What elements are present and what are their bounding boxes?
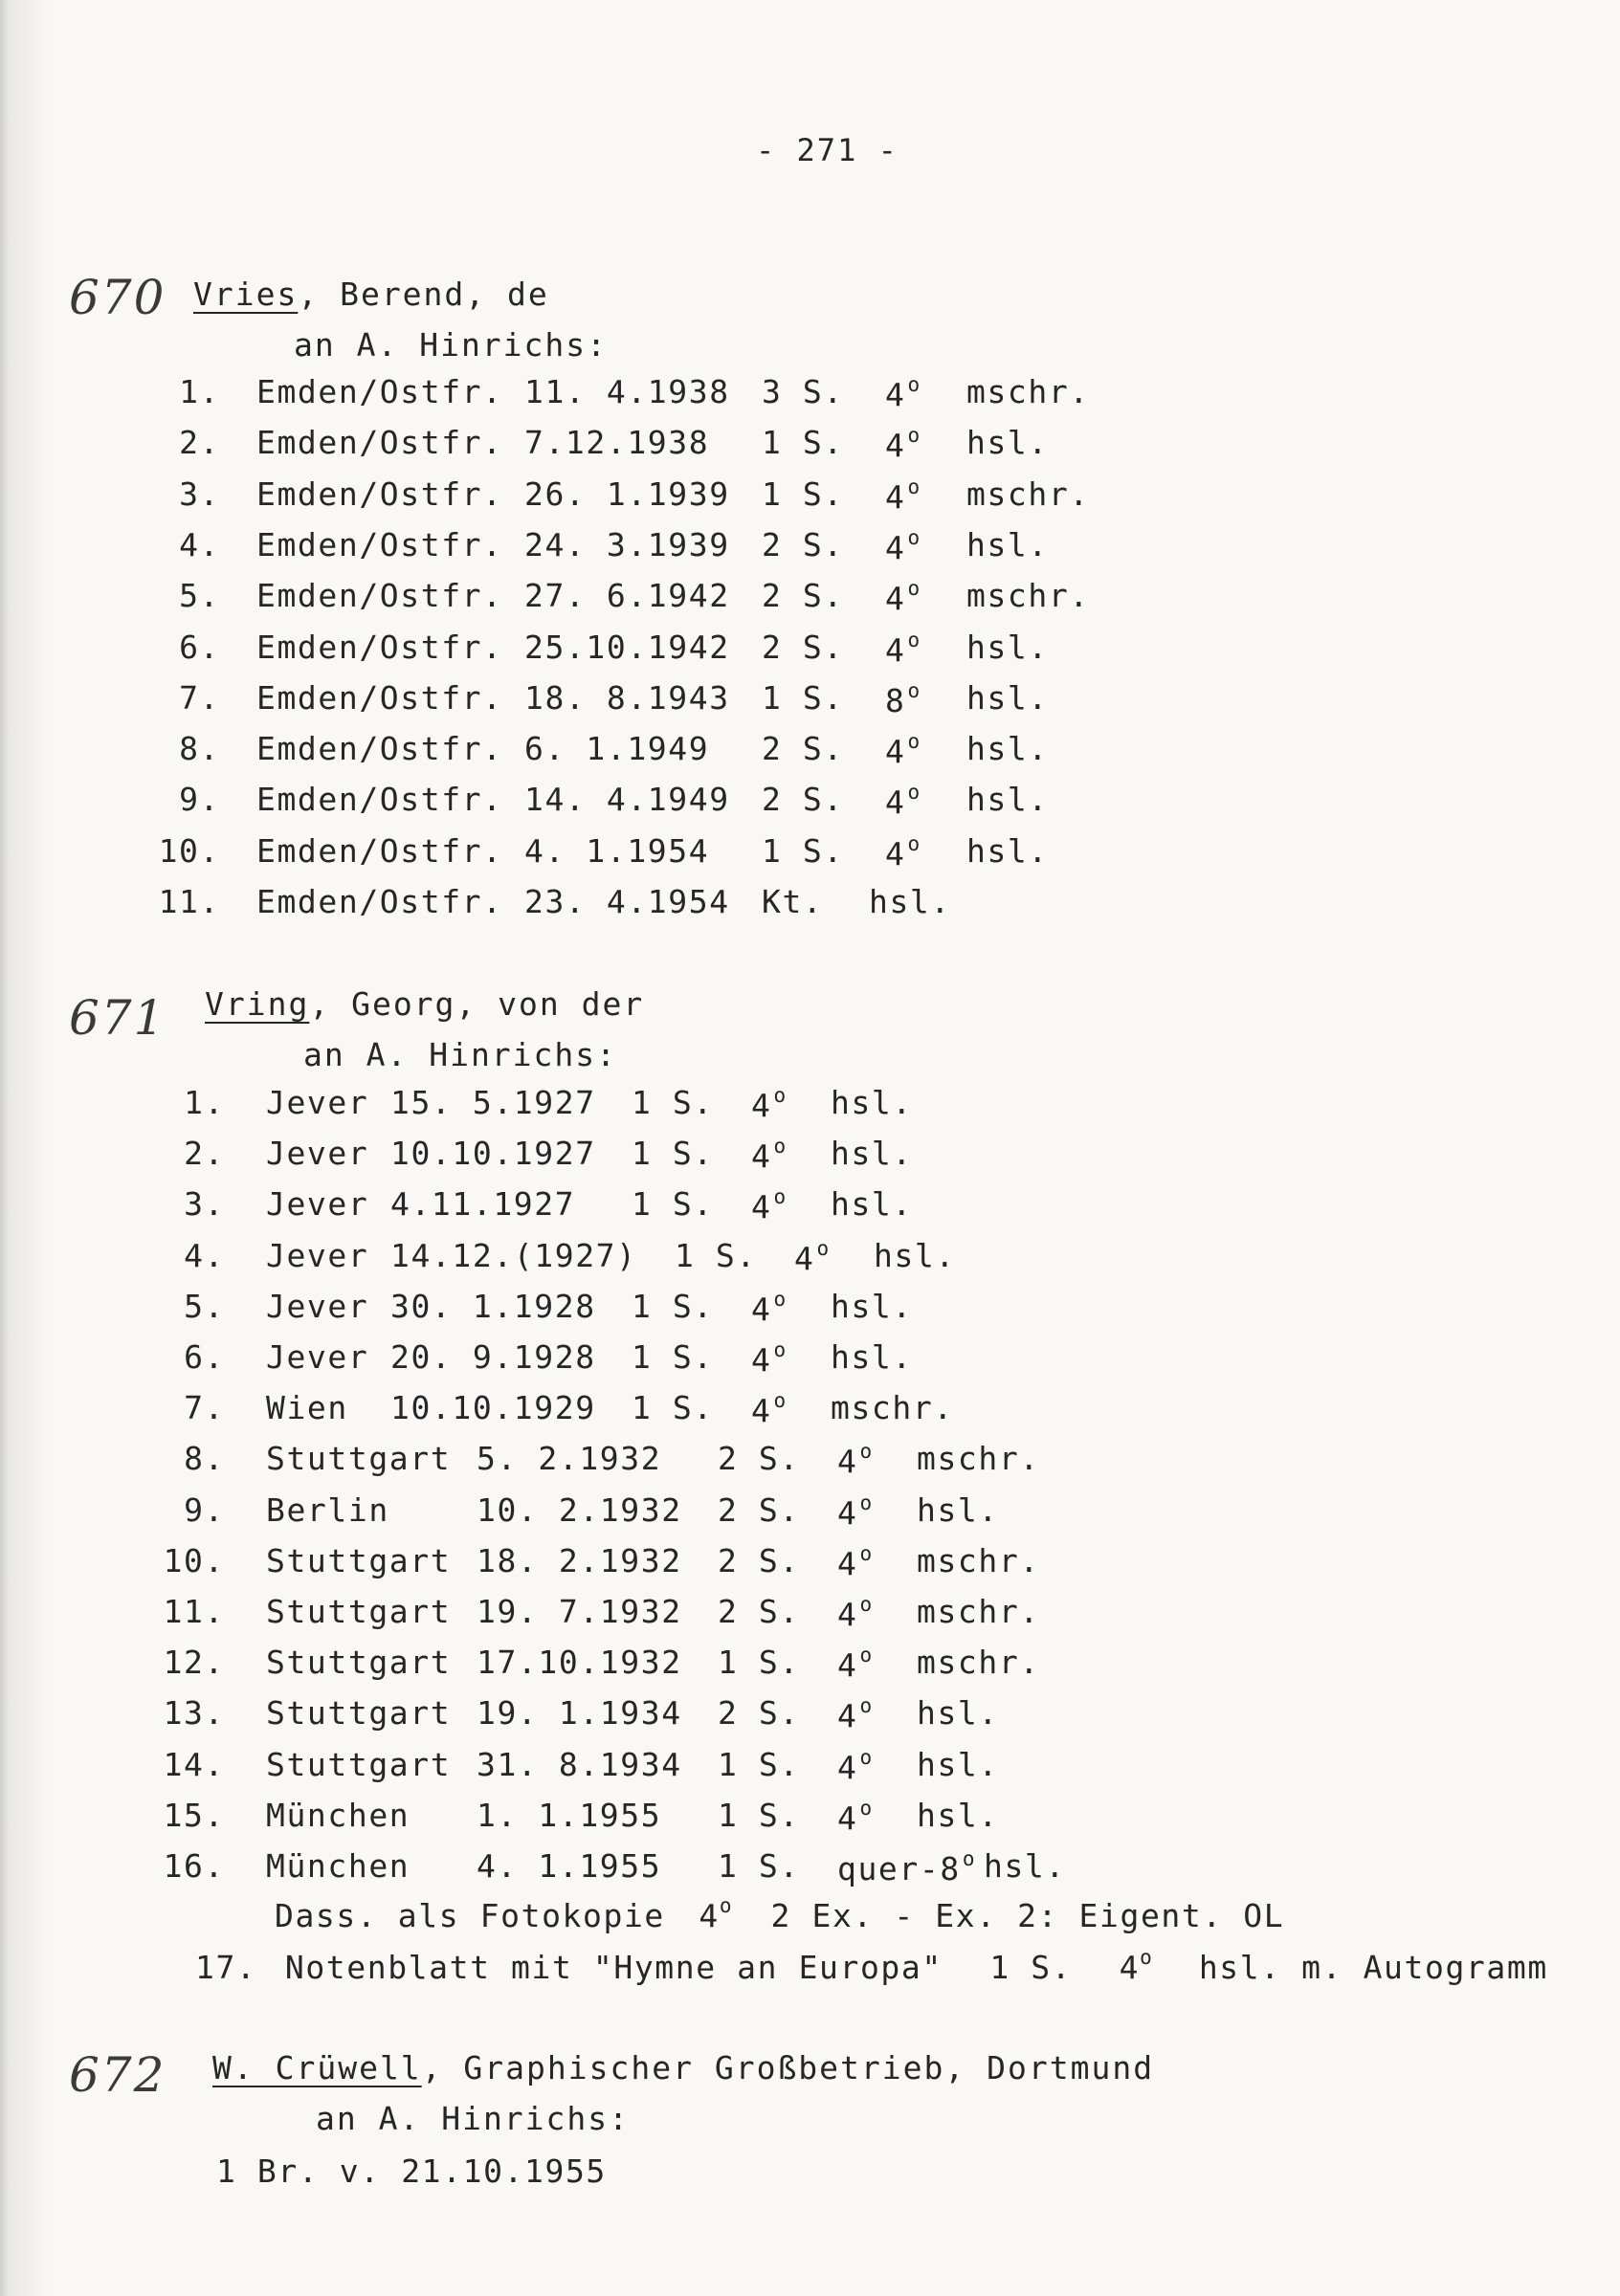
letter-place: Stuttgart — [266, 1745, 452, 1783]
letter-format: 4$^o$ — [837, 1490, 874, 1532]
page-binding-edge — [0, 0, 55, 2296]
letter-format: 4$^o$ — [837, 1745, 874, 1786]
entry-670-name — [193, 276, 549, 313]
letter-place: München — [266, 1847, 411, 1885]
letter-pages: 1 S. — [718, 1745, 800, 1783]
letter-pages: 1 S. — [632, 1287, 714, 1325]
letter-number: 8. — [184, 1440, 225, 1478]
letter-format: 4$^o$ — [837, 1694, 874, 1735]
letter-type: hsl. — [966, 730, 1049, 768]
letter-place: Emden/Ostfr. — [256, 883, 503, 920]
letter-type: mschr. — [966, 577, 1090, 615]
copy-note-text: Dass. als Fotokopie — [275, 1897, 665, 1934]
entry-671-surname: Vring — [205, 985, 310, 1023]
letter-pages: 1 S. — [632, 1185, 714, 1224]
letter-place: Jever — [266, 1135, 369, 1173]
letter-date: 26. 1.1939 — [524, 475, 730, 513]
letter-place: Jever — [266, 1185, 369, 1224]
letter-pages: 1 S. — [762, 678, 844, 717]
letter-number: 16. — [163, 1847, 225, 1885]
letter-place: Emden/Ostfr. — [256, 424, 503, 462]
entry-670-name-rest: , Berend, de — [298, 276, 549, 313]
letter-type: hsl. — [831, 1185, 913, 1224]
letter-date: 14. 4.1949 — [524, 781, 730, 819]
letter-pages: 2 S. — [718, 1694, 800, 1733]
letter-format: 4$^o$ — [751, 1084, 788, 1124]
letter-date: 7.12.1938 — [524, 424, 710, 462]
letter-type: hsl. — [831, 1135, 913, 1173]
letter-format: 4$^o$ — [885, 730, 921, 771]
letter-date: 1. 1.1955 — [477, 1796, 662, 1834]
letter-type: hsl. — [917, 1796, 999, 1834]
letter-date: 5. 2.1932 — [477, 1440, 662, 1478]
letter-type: mschr. — [917, 1593, 1040, 1630]
letter-date: 24. 3.1939 — [524, 525, 730, 563]
letter-number: 13. — [163, 1694, 225, 1733]
letter-place: Emden/Ostfr. — [256, 525, 503, 563]
letter-type: hsl. — [966, 628, 1049, 666]
handwritten-entry-number-671: 671 — [69, 990, 166, 1046]
copy-note-rest: 2 Ex. - Ex. 2: Eigent. OL — [770, 1897, 1285, 1934]
letter-pages: 1 S. — [632, 1084, 714, 1121]
letter-number: 10. — [158, 831, 220, 870]
letter-pages: 2 S. — [718, 1490, 800, 1529]
letter-type: hsl. — [917, 1694, 999, 1733]
letter-number: 8. — [179, 730, 220, 768]
letter-date: 30. 1.1928 — [390, 1287, 596, 1325]
letter-number: 6. — [184, 1338, 225, 1376]
handwritten-entry-number-670: 670 — [69, 270, 166, 325]
letter-type: mschr. — [831, 1389, 954, 1427]
letter-date: 19. 7.1932 — [477, 1593, 682, 1630]
letter-format: 4$^o$ — [885, 475, 921, 516]
letter-date: 23. 4.1954 — [524, 883, 730, 920]
letter-pages: 1 S. — [762, 475, 844, 513]
letter-number: 4. — [184, 1236, 225, 1274]
letter-type: hsl. — [966, 781, 1049, 819]
letter-number: 11. — [158, 883, 220, 920]
letter-place: Jever — [266, 1287, 369, 1325]
letter-place: Jever — [266, 1338, 369, 1376]
letter-date: 19. 1.1934 — [477, 1694, 682, 1733]
letter-type: hsl. — [831, 1084, 913, 1121]
letter-place: Emden/Ostfr. — [256, 678, 503, 717]
letter-number: 3. — [179, 475, 220, 513]
letter-place: Emden/Ostfr. — [256, 475, 503, 513]
letter-type: mschr. — [966, 373, 1090, 410]
letter-number: 14. — [163, 1745, 225, 1783]
letter-place: Emden/Ostfr. — [256, 730, 503, 768]
letter-pages: 1 S. — [632, 1135, 714, 1173]
letter-type: hsl. — [984, 1847, 1066, 1885]
letter-place: Emden/Ostfr. — [256, 781, 503, 819]
letter-place: München — [266, 1796, 411, 1834]
entry-672-name — [212, 2049, 1154, 2086]
letter-place: Stuttgart — [266, 1541, 452, 1579]
letter-number: 11. — [163, 1593, 225, 1630]
letter-number: 4. — [179, 525, 220, 563]
letter-format: 4$^o$ — [885, 424, 921, 465]
letter-pages: 1 S. — [632, 1338, 714, 1376]
letter-pages: 2 S. — [762, 577, 844, 615]
letter-place: Wien — [266, 1389, 348, 1427]
letter-number: 5. — [184, 1287, 225, 1325]
letter-type: hsl. — [917, 1745, 999, 1783]
entry-671-name — [205, 985, 644, 1023]
entry-671-item-17 — [195, 1946, 1548, 1986]
letter-pages: Kt. — [762, 883, 824, 920]
letter-place: Emden/Ostfr. — [256, 831, 503, 870]
letter-format: 4$^o$ — [885, 781, 921, 822]
letter-place: Emden/Ostfr. — [256, 577, 503, 615]
letter-number: 1. — [184, 1084, 225, 1121]
item-17-number: 17. — [195, 1949, 257, 1986]
handwritten-entry-number-672: 672 — [69, 2047, 166, 2103]
letter-format: 4$^o$ — [751, 1389, 788, 1430]
letter-place: Emden/Ostfr. — [256, 628, 503, 666]
letter-place: Jever — [266, 1236, 369, 1274]
letter-date: 4.11.1927 — [390, 1185, 576, 1224]
letter-date: 11. 4.1938 — [524, 373, 730, 410]
letter-number: 7. — [179, 678, 220, 717]
letter-date: 31. 8.1934 — [477, 1745, 682, 1783]
entry-670-surname: Vries — [193, 276, 299, 313]
letter-place: Jever — [266, 1084, 369, 1121]
letter-format: 4$^o$ — [885, 577, 921, 618]
letter-format: 4$^o$ — [837, 1440, 874, 1481]
letter-format: 4$^o$ — [837, 1541, 874, 1582]
letter-date: 4. 1.1955 — [477, 1847, 662, 1885]
letter-type: mschr. — [966, 475, 1090, 513]
item-17-type: hsl. m. Autogramm — [1198, 1949, 1548, 1986]
letter-pages: 1 S. — [762, 831, 844, 870]
letter-number: 9. — [179, 781, 220, 819]
letter-type: hsl. — [966, 525, 1049, 563]
entry-672-name-rest: , Graphischer Großbetrieb, Dortmund — [421, 2049, 1155, 2086]
letter-pages: 1 S. — [675, 1236, 757, 1274]
letter-pages: 2 S. — [762, 525, 844, 563]
letter-date: 6. 1.1949 — [524, 730, 710, 768]
letter-type: mschr. — [917, 1644, 1040, 1682]
letter-pages: 2 S. — [718, 1541, 800, 1579]
entry-672-line: 1 Br. v. 21.10.1955 — [216, 2152, 607, 2190]
letter-format: 4$^o$ — [885, 628, 921, 669]
letter-date: 17.10.1932 — [477, 1644, 682, 1682]
letter-type: hsl. — [966, 678, 1049, 717]
letter-place: Stuttgart — [266, 1440, 452, 1478]
letter-date: 10.10.1927 — [390, 1135, 596, 1173]
letter-place: Stuttgart — [266, 1694, 452, 1733]
letter-date: 18. 8.1943 — [524, 678, 730, 717]
letter-type: hsl. — [966, 831, 1049, 870]
letter-number: 12. — [163, 1644, 225, 1682]
letter-number: 15. — [163, 1796, 225, 1834]
letter-type: hsl. — [874, 1236, 956, 1274]
letter-pages: 2 S. — [762, 730, 844, 768]
letter-pages: 1 S. — [762, 424, 844, 462]
letter-format: 8$^o$ — [885, 678, 921, 719]
letter-type: mschr. — [917, 1541, 1040, 1579]
letter-date: 27. 6.1942 — [524, 577, 730, 615]
letter-type: hsl. — [869, 883, 951, 920]
letter-type: hsl. — [966, 424, 1049, 462]
letter-type: mschr. — [917, 1440, 1040, 1478]
letter-pages: 1 S. — [632, 1389, 714, 1427]
letter-date: 20. 9.1928 — [390, 1338, 596, 1376]
letter-type: hsl. — [831, 1338, 913, 1376]
letter-date: 4. 1.1954 — [524, 831, 710, 870]
letter-date: 18. 2.1932 — [477, 1541, 682, 1579]
letter-pages: 2 S. — [718, 1593, 800, 1630]
entry-671-copy-note — [275, 1894, 1284, 1934]
item-17-pages: 1 S. — [989, 1949, 1073, 1986]
letter-number: 7. — [184, 1389, 225, 1427]
letter-format: 4$^o$ — [885, 525, 921, 566]
entry-670-recipient: an A. Hinrichs: — [294, 326, 609, 364]
letter-format: 4$^o$ — [794, 1236, 831, 1277]
entry-672-company: W. Crüwell — [212, 2049, 422, 2086]
letter-pages: 2 S. — [718, 1440, 800, 1478]
letter-format: 4$^o$ — [751, 1135, 788, 1176]
letter-date: 10.10.1929 — [390, 1389, 596, 1427]
letter-format: 4$^o$ — [885, 373, 921, 413]
letter-place: Stuttgart — [266, 1593, 452, 1630]
letter-place: Emden/Ostfr. — [256, 373, 503, 410]
entry-672-recipient: an A. Hinrichs: — [316, 2100, 631, 2137]
letter-type: hsl. — [917, 1490, 999, 1529]
letter-date: 14.12.(1927) — [390, 1236, 637, 1274]
letter-pages: 1 S. — [718, 1847, 800, 1885]
copy-note-format: 4$^o$ — [699, 1894, 734, 1934]
letter-format: 4$^o$ — [751, 1185, 788, 1226]
letter-number: 10. — [163, 1541, 225, 1579]
page-number: - 271 - — [756, 132, 899, 168]
letter-format: 4$^o$ — [751, 1287, 788, 1328]
entry-671-recipient: an A. Hinrichs: — [303, 1036, 618, 1073]
letter-date: 25.10.1942 — [524, 628, 730, 666]
letter-pages: 1 S. — [718, 1644, 800, 1682]
letter-format: quer-8$^o$ — [837, 1847, 977, 1888]
item-17-text: Notenblatt mit "Hymne an Europa" — [284, 1949, 943, 1986]
letter-number: 9. — [184, 1490, 225, 1529]
letter-format: 4$^o$ — [837, 1593, 874, 1633]
letter-pages: 3 S. — [762, 373, 844, 410]
letter-number: 6. — [179, 628, 220, 666]
letter-number: 2. — [184, 1135, 225, 1173]
letter-number: 1. — [179, 373, 220, 410]
letter-place: Berlin — [266, 1490, 389, 1529]
letter-pages: 2 S. — [762, 781, 844, 819]
letter-format: 4$^o$ — [837, 1796, 874, 1837]
letter-format: 4$^o$ — [751, 1338, 788, 1379]
letter-format: 4$^o$ — [837, 1644, 874, 1685]
letter-type: hsl. — [831, 1287, 913, 1325]
item-17-format: 4$^o$ — [1119, 1946, 1154, 1986]
entry-671-name-rest: , Georg, von der — [309, 985, 645, 1023]
letter-pages: 2 S. — [762, 628, 844, 666]
letter-pages: 1 S. — [718, 1796, 800, 1834]
letter-number: 5. — [179, 577, 220, 615]
letter-number: 3. — [184, 1185, 225, 1224]
letter-number: 2. — [179, 424, 220, 462]
letter-date: 15. 5.1927 — [390, 1084, 596, 1121]
letter-date: 10. 2.1932 — [477, 1490, 682, 1529]
letter-format: 4$^o$ — [885, 831, 921, 872]
letter-place: Stuttgart — [266, 1644, 452, 1682]
